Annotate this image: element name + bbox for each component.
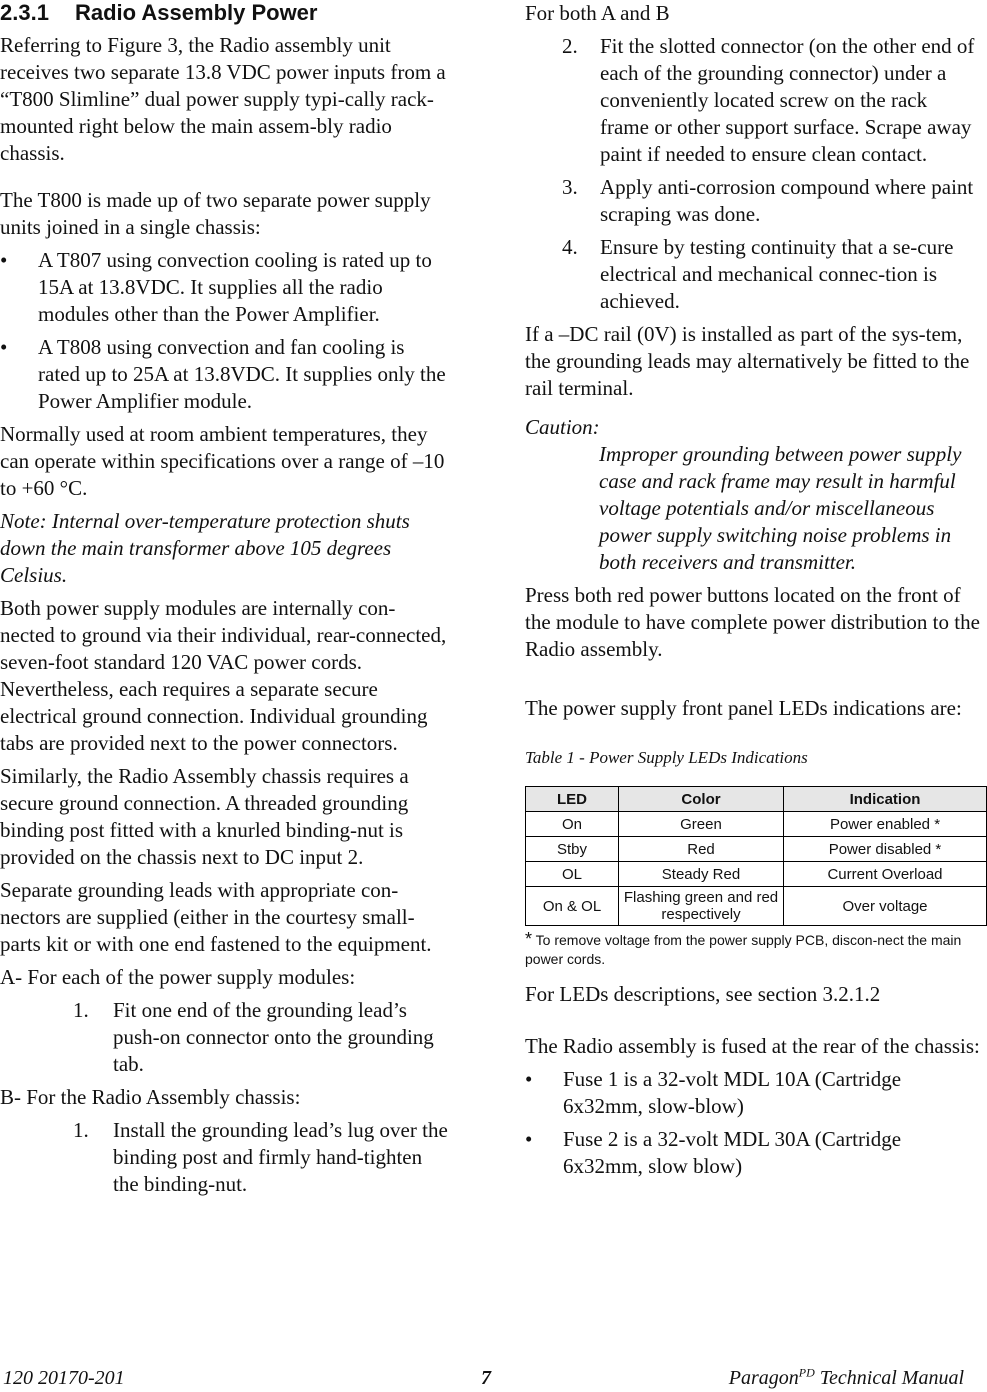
bullet-text: Fuse 2 is a 32-volt MDL 30A (Cartridge 6x32mm, slow blow) — [563, 1127, 902, 1178]
step-text: Install the grounding lead’s lug over the binding post and firmly hand-tighten the binding-nut. — [113, 1118, 448, 1196]
manual-name: Paragon — [728, 1367, 799, 1389]
table-row — [526, 812, 987, 837]
step-text: Ensure by testing continuity that a se-cure electrical and mechanical connec-tion is achieved. — [600, 235, 954, 313]
table-row — [526, 862, 987, 887]
manual-title — [729, 1366, 964, 1390]
bullet-text: A T808 using convection and fan cooling is rated up to 25A at 13.8VDC. It supplies only the Power Amplifier module. — [38, 335, 446, 413]
note-text: Internal over-temperature protection shuts down the main transformer above 105 degrees Celsius. — [0, 509, 410, 587]
manual-suffix: Technical Manual — [819, 1367, 964, 1389]
table-cell: OL — [526, 862, 619, 887]
table-cell: Stby — [526, 837, 619, 862]
table-cell: Power disabled * — [784, 837, 987, 862]
step-number: 4. — [562, 235, 578, 259]
bullet-fuse-1 — [525, 1066, 980, 1120]
left-column — [0, 0, 450, 1198]
paragraph-temperature: Normally used at room ambient temperatures, they can operate within specifications over a range of –10 to +60 °C. — [0, 422, 445, 500]
bullet-text: Fuse 1 is a 32-volt MDL 10A (Cartridge 6x32mm, slow-blow) — [563, 1067, 902, 1118]
note-block — [0, 508, 450, 589]
paragraph-chassis-ground: Similarly, the Radio Assembly chassis requires a secure ground connection. A threaded grounding binding post fitted with a knurled binding-nut is provided on the chassis next to DC input 2. — [0, 764, 409, 869]
section-heading — [0, 0, 450, 28]
table-row — [526, 887, 987, 926]
table-cell: Flashing green and red respectively — [619, 887, 784, 926]
page-footer — [0, 1366, 987, 1390]
table-cell: Current Overload — [784, 862, 987, 887]
bullet-symbol: • — [0, 248, 8, 272]
page-number: 7 — [481, 1367, 491, 1389]
step-3 — [525, 174, 980, 228]
paragraph-press-buttons: Press both red power buttons located on the front of the module to have complete power distribution to the Radio assembly. — [525, 583, 980, 661]
table-row — [526, 837, 987, 862]
step-b1 — [0, 1117, 450, 1198]
paragraph-leads: Separate grounding leads with appropriate con-nectors are supplied (either in the courtesy small-parts kit or with one end fastened to the equipment. — [0, 878, 432, 956]
led-table — [525, 786, 987, 926]
step-number: 3. — [562, 175, 578, 199]
step-4 — [525, 234, 980, 315]
caution-text: Improper grounding between power supply case and rack frame may result in harmful voltage potentials and/or miscellaneous power supply switching noise problems in both receivers and transmitter. — [599, 442, 962, 574]
right-column — [525, 0, 980, 1180]
section-number: 2.3.1 — [0, 0, 49, 25]
table-header: Color — [619, 787, 784, 812]
step-text: Apply anti-corrosion compound where paint scraping was done. — [600, 175, 974, 226]
table-footnote — [525, 930, 980, 969]
bullet-symbol: • — [525, 1067, 533, 1091]
heading-both: For both A and B — [525, 1, 670, 25]
paragraph-dc-rail: If a –DC rail (0V) is installed as part of the sys-tem, the grounding leads may alternatively be fitted to the rail terminal. — [525, 322, 970, 400]
step-number: 1. — [73, 998, 89, 1022]
bullet-fuse-2 — [525, 1126, 980, 1180]
bullet-symbol: • — [0, 335, 8, 359]
bullet-t808 — [0, 334, 450, 415]
table-header: Indication — [784, 787, 987, 812]
paragraph-intro: Referring to Figure 3, the Radio assembly unit receives two separate 13.8 VDC power inputs from a “T800 Slimline” dual power supply typi-cally rack-mounted right below the main assem-bly radio chassis. — [0, 33, 446, 165]
doc-number: 120 20170-201 — [3, 1367, 125, 1389]
heading-b: B- For the Radio Assembly chassis: — [0, 1085, 301, 1109]
step-number: 2. — [562, 34, 578, 58]
table-cell: Steady Red — [619, 862, 784, 887]
table-cell: Red — [619, 837, 784, 862]
paragraph-t800: The T800 is made up of two separate power supply units joined in a single chassis: — [0, 188, 431, 239]
footnote-star: * — [525, 929, 533, 949]
table-cell: On & OL — [526, 887, 619, 926]
table-cell: Over voltage — [784, 887, 987, 926]
bullet-text: A T807 using convection cooling is rated up to 15A at 13.8VDC. It supplies all the radio modules other than the Power Amplifier. — [38, 248, 432, 326]
paragraph-fused: The Radio assembly is fused at the rear of the chassis: — [525, 1034, 980, 1058]
table-header-row — [526, 787, 987, 812]
step-number: 1. — [73, 1118, 89, 1142]
step-2 — [525, 33, 980, 168]
paragraph-grounding: Both power supply modules are internally con-nected to ground via their individual, rear-connected, seven-foot standard 120 VAC power cords. Nevertheless, each requires a separate secure electrical ground connection. Individual grounding tabs are provided next to the power connectors. — [0, 596, 447, 755]
heading-a: A- For each of the power supply modules: — [0, 965, 356, 989]
table-cell: On — [526, 812, 619, 837]
note-label: Note: — [0, 509, 47, 533]
paragraph-see-section: For LEDs descriptions, see section 3.2.1.2 — [525, 982, 881, 1006]
step-text: Fit one end of the grounding lead’s push-on connector onto the grounding tab. — [113, 998, 434, 1076]
table-caption: Table 1 - Power Supply LEDs Indications — [525, 748, 808, 767]
bullet-symbol: • — [525, 1127, 533, 1151]
paragraph-led-indications: The power supply front panel LEDs indications are: — [525, 696, 962, 720]
manual-superscript: PD — [798, 1365, 815, 1380]
caution-label: Caution: — [525, 415, 600, 439]
step-a1 — [0, 997, 450, 1078]
table-cell: Green — [619, 812, 784, 837]
table-cell: Power enabled * — [784, 812, 987, 837]
table-header: LED — [526, 787, 619, 812]
section-title: Radio Assembly Power — [75, 0, 318, 25]
footnote-text: To remove voltage from the power supply PCB, discon-nect the main power cords. — [525, 932, 962, 967]
step-text: Fit the slotted connector (on the other end of each of the grounding connector) under a conveniently located screw on the rack frame or other support surface. Scrape away paint if needed to ensure clean contact. — [600, 34, 975, 166]
bullet-t807 — [0, 247, 450, 328]
